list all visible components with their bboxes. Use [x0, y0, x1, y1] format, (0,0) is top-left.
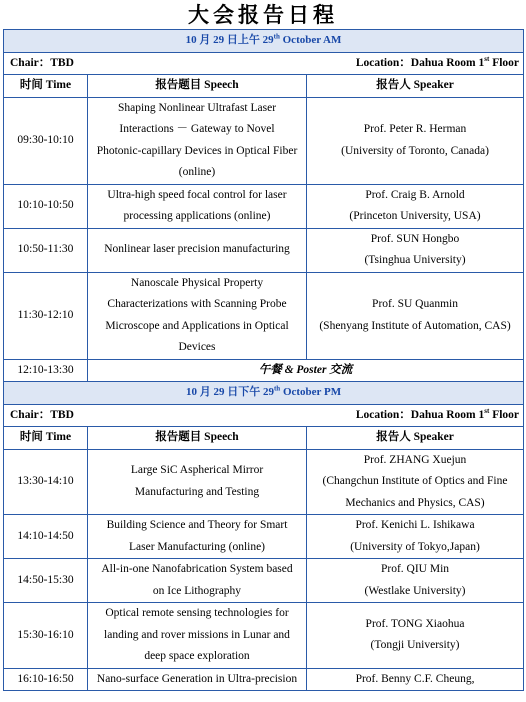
speaker-line: Mechanics and Physics, CAS) [345, 496, 485, 509]
session-speaker [307, 603, 524, 669]
speaker-line: (Shenyang Institute of Automation, CAS) [319, 319, 511, 332]
session-speaker [307, 272, 524, 359]
am-band [4, 30, 524, 53]
speech-line: on Ice Lithography [152, 584, 242, 597]
speaker-line: Prof. TONG Xiaohua [365, 617, 465, 630]
session-row [4, 559, 524, 603]
speech-line: Building Science and Theory for Smart [106, 519, 288, 531]
speech-line: Microscope and Applications in Optical [105, 319, 289, 332]
speaker-line: (Princeton University, USA) [349, 210, 481, 222]
speaker-line: Prof. ZHANG Xuejun [363, 453, 467, 466]
speaker-line: (Tsinghua University) [364, 254, 466, 266]
am-band-suffix: October AM [279, 34, 342, 46]
speech-line: landing and rover missions in Lunar and [104, 628, 290, 641]
pm-location-suffix: Floor [489, 408, 520, 421]
session-speaker [307, 449, 524, 515]
am-chair: Chair：TBD [4, 52, 307, 75]
session-speaker [307, 97, 524, 184]
am-header-row [4, 75, 524, 98]
speech-line: Nano-surface Generation in Ultra-precision [96, 672, 298, 685]
speaker-line: Prof. Kenichi L. Ishikawa [355, 519, 475, 531]
session-speech [88, 97, 307, 184]
pm-band-prefix: 10 月 29 日下午 29 [185, 386, 274, 398]
session-time: 16:10-16:50 [4, 668, 88, 691]
session-time: 13:30-14:10 [4, 449, 88, 515]
am-band-row [4, 30, 524, 53]
pm-chair: Chair：TBD [4, 404, 307, 427]
am-location-sup: st [484, 54, 490, 63]
schedule-body [4, 30, 524, 691]
session-speech [88, 228, 307, 272]
session-time: 11:30-12:10 [4, 272, 88, 359]
session-time: 10:10-10:50 [4, 184, 88, 228]
header-time: 时间 Time [4, 427, 88, 450]
am-chair-row [4, 52, 524, 75]
speaker-line: (Westlake University) [364, 584, 466, 597]
speech-line: processing applications (online) [123, 210, 271, 222]
speech-line: Optical remote sensing technologies for [105, 607, 289, 619]
speech-line: Devices [178, 341, 216, 353]
session-speaker [307, 515, 524, 559]
session-time: 09:30-10:10 [4, 97, 88, 184]
session-speech [88, 184, 307, 228]
pm-band-sup: th [273, 384, 281, 393]
am-band-sup: th [273, 32, 280, 41]
am-location-prefix: Location：Dahua Room 1 [355, 56, 485, 69]
speech-line: Characterizations with Scanning Probe [107, 298, 287, 310]
header-time: 时间 Time [4, 75, 88, 98]
pm-location [307, 404, 524, 427]
session-time: 10:50-11:30 [4, 228, 88, 272]
speaker-line: Prof. SUN Hongbo [370, 232, 460, 245]
speaker-line: (University of Tokyo,Japan) [350, 540, 480, 553]
header-speech: 报告题目 Speech [88, 427, 307, 450]
session-speech [88, 603, 307, 669]
speaker-line: Prof. Craig B. Arnold [365, 188, 465, 201]
session-speech [88, 272, 307, 359]
am-location [307, 52, 524, 75]
header-speaker: 报告人 Speaker [307, 427, 524, 450]
speaker-line: Prof. Peter R. Herman [363, 123, 467, 135]
header-speech: 报告题目 Speech [88, 75, 307, 98]
session-speaker [307, 668, 524, 691]
speech-line: Nanoscale Physical Property [130, 276, 264, 289]
speaker-line: (Changchun Institute of Optics and Fine [322, 475, 508, 487]
session-row [4, 603, 524, 669]
session-speech [88, 559, 307, 603]
session-row [4, 272, 524, 359]
session-row [4, 228, 524, 272]
schedule-table [3, 29, 524, 691]
session-row [4, 668, 524, 691]
speech-line: deep space exploration [144, 650, 250, 662]
speech-line: Ultra-high speed focal control for laser [107, 188, 287, 201]
session-speaker [307, 184, 524, 228]
pm-header-row [4, 427, 524, 450]
session-row [4, 449, 524, 515]
speech-line: Nonlinear laser precision manufacturing [104, 243, 290, 256]
pm-band-row [4, 382, 524, 405]
page-title: 大会报告日程 [188, 3, 338, 27]
speech-line: Interactions － Gateway to Novel [119, 123, 275, 135]
session-time: 14:10-14:50 [4, 515, 88, 559]
speech-line: (online) [178, 166, 216, 178]
pm-location-prefix: Location：Dahua Room 1 [355, 408, 485, 421]
speaker-line: Prof. Benny C.F. Cheung, [355, 672, 475, 685]
session-row [4, 184, 524, 228]
pm-band-suffix: October PM [280, 386, 342, 398]
session-time: 15:30-16:10 [4, 603, 88, 669]
session-speaker [307, 228, 524, 272]
speaker-line: (Tongji University) [370, 639, 460, 652]
pm-band [4, 382, 524, 405]
speech-line: Large SiC Aspherical Mirror [130, 464, 264, 477]
speaker-line: (University of Toronto, Canada) [341, 144, 489, 157]
speaker-line: Prof. QIU Min [380, 563, 450, 575]
speech-line: All-in-one Nanofabrication System based [101, 563, 293, 575]
speech-line: Laser Manufacturing (online) [128, 540, 266, 553]
lunch-row [4, 359, 524, 382]
session-time: 14:50-15:30 [4, 559, 88, 603]
speaker-line: Prof. SU Quanmin [372, 298, 458, 310]
am-location-suffix: Floor [489, 56, 520, 69]
session-speech [88, 515, 307, 559]
lunch-time: 12:10-13:30 [4, 359, 88, 382]
speech-line: Photonic-capillary Devices in Optical Fiber [96, 144, 298, 157]
pm-location-sup: st [484, 406, 490, 415]
lunch-label: 午餐 & Poster 交流 [88, 359, 524, 382]
session-speech [88, 668, 307, 691]
speech-line: Shaping Nonlinear Ultrafast Laser [117, 101, 277, 114]
session-speech [88, 449, 307, 515]
session-row [4, 97, 524, 184]
header-speaker: 报告人 Speaker [307, 75, 524, 98]
am-band-prefix: 10 月 29 日上午 29 [185, 34, 274, 46]
pm-chair-row [4, 404, 524, 427]
session-speaker [307, 559, 524, 603]
speech-line: Manufacturing and Testing [134, 485, 260, 498]
session-row [4, 515, 524, 559]
